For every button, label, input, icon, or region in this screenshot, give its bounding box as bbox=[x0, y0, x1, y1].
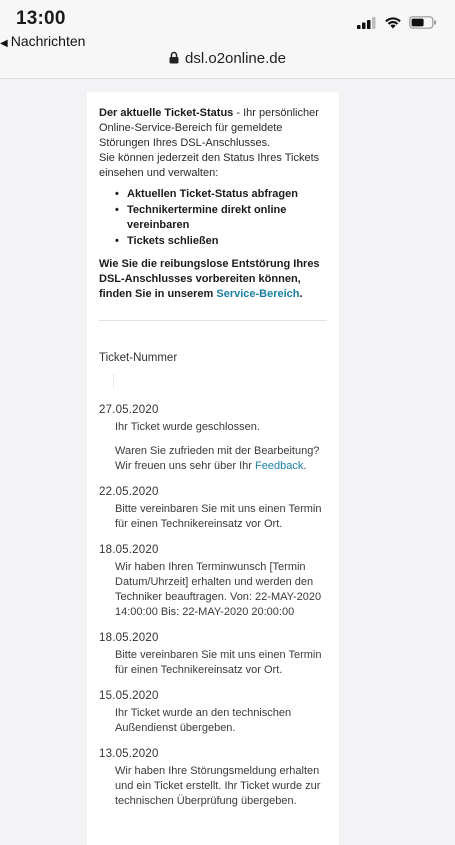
ticket-number-value bbox=[113, 374, 116, 388]
preparation-end: . bbox=[299, 288, 303, 300]
entry-message: Bitte vereinbaren Sie mit uns einen Termin für einen Technikereinsatz vor Ort. bbox=[115, 649, 322, 676]
entry-message: Wir haben Ihre Störungsmeldung erhalten und ein Ticket erstellt. Ihr Ticket wurde zur technischen Überprüfung übergeben. bbox=[115, 765, 321, 807]
browser-status-bar bbox=[0, 0, 455, 79]
address-bar[interactable] bbox=[0, 50, 455, 67]
entry-message: Ihr Ticket wurde an den technischen Außendienst übergeben. bbox=[115, 707, 292, 734]
feedback-end: . bbox=[303, 460, 307, 472]
entry-date: 15.05.2020 bbox=[99, 690, 159, 702]
feature-list bbox=[99, 187, 327, 249]
history-entry bbox=[99, 543, 327, 620]
entry-date: 18.05.2020 bbox=[99, 544, 159, 556]
entry-date: 13.05.2020 bbox=[99, 748, 159, 760]
entry-date: 22.05.2020 bbox=[99, 486, 159, 498]
service-area-link[interactable]: Service-Bereich bbox=[216, 288, 300, 300]
entry-message: Wir haben Ihren Terminwunsch [Termin Datum/Uhrzeit] erhalten und werden den Techniker beauftragen. Von: 22-MAY-2020 14:00:00 Bis: 22-MAY-2020 20:00:00 bbox=[115, 561, 322, 618]
cellular-signal-icon bbox=[357, 17, 377, 29]
history-entry bbox=[99, 403, 327, 474]
entry-message: Ihr Ticket wurde geschlossen. bbox=[115, 421, 260, 433]
history-entry bbox=[99, 631, 327, 678]
list-item: • Technikertermine direkt online vereinbaren bbox=[99, 203, 327, 233]
entry-date: 18.05.2020 bbox=[99, 632, 159, 644]
back-triangle-icon: ◀ bbox=[0, 38, 8, 49]
entry-feedback-text bbox=[99, 444, 327, 474]
feedback-link[interactable]: Feedback bbox=[255, 460, 304, 472]
feedback-question: Waren Sie zufrieden mit der Bearbeitung? Wir freuen uns sehr über Ihr bbox=[115, 445, 320, 472]
intro-description: - Ihr persönlicher Online-Service-Bereich für gemeldete Störungen Ihres DSL-Anschlusses. bbox=[99, 107, 319, 149]
history-entry bbox=[99, 747, 327, 809]
history-entry bbox=[99, 485, 327, 532]
intro-description-2: Sie können jederzeit den Status Ihres Tickets einsehen und verwalten: bbox=[99, 152, 320, 179]
status-icons bbox=[357, 16, 437, 29]
entry-date: 27.05.2020 bbox=[99, 404, 159, 416]
divider bbox=[99, 320, 327, 321]
back-to-messages-button[interactable] bbox=[0, 33, 85, 49]
back-label: Nachrichten bbox=[10, 33, 86, 49]
intro-text bbox=[99, 106, 327, 181]
list-item: • Tickets schließen bbox=[99, 234, 327, 249]
entry-message: Bitte vereinbaren Sie mit uns einen Termin für einen Technikereinsatz vor Ort. bbox=[115, 503, 322, 530]
ticket-status-card bbox=[87, 92, 339, 845]
ticket-number-label: Ticket-Nummer bbox=[99, 352, 178, 364]
history-entry bbox=[99, 689, 327, 736]
preparation-text bbox=[99, 257, 327, 302]
intro-lead: Der aktuelle Ticket-Status bbox=[99, 107, 234, 119]
list-item: • Aktuellen Ticket-Status abfragen bbox=[99, 187, 327, 202]
preparation-description: Wie Sie die reibungslose Entstörung Ihres DSL-Anschlusses vorbereiten können, finden Sie in unserem bbox=[99, 258, 320, 300]
lock-icon bbox=[169, 51, 179, 64]
url-text: dsl.o2online.de bbox=[185, 50, 286, 67]
ticket-history bbox=[99, 403, 327, 809]
clock: 13:00 bbox=[16, 8, 66, 29]
battery-icon bbox=[409, 16, 437, 29]
wifi-icon bbox=[384, 16, 402, 29]
